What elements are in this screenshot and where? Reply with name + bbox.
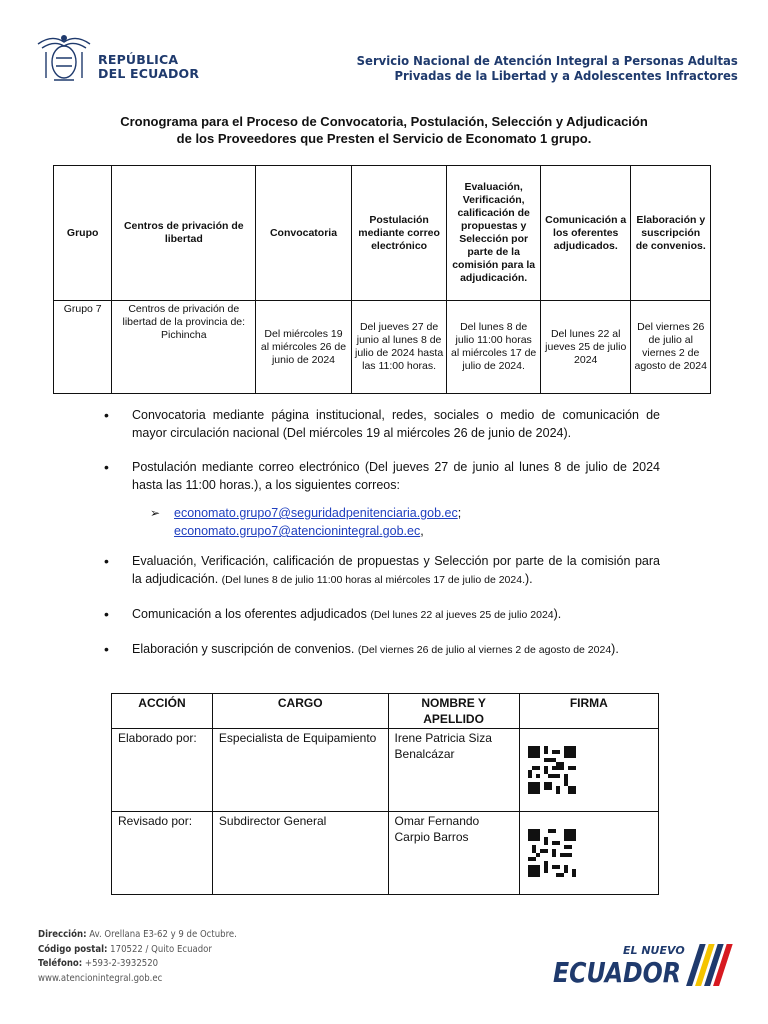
table-cell: Revisado por: xyxy=(112,812,213,895)
table-cell: Omar Fernando Carpio Barros xyxy=(388,812,519,895)
list-item: • Evaluación, Verificación, calificación de propuestas y Selección por parte de la comisión para la adjudicación. (Del lunes 8 de julio 11:00 horas al miércoles 17 de julio de 2024.). xyxy=(104,553,660,586)
table-cell: Grupo 7 xyxy=(54,301,112,394)
bullet-icon: • xyxy=(104,641,109,657)
header-cell: Postulación mediante correo electrónico xyxy=(351,166,447,301)
el-nuevo-ecuador-logo xyxy=(551,940,741,990)
table-row xyxy=(112,812,659,895)
header-cell: Comunicación a los oferentes adjudicados. xyxy=(540,166,631,301)
country-name: REPÚBLICA DEL ECUADOR xyxy=(98,52,200,81)
table-cell: Del lunes 8 de julio 11:00 horas al miércoles 17 de julio de 2024. xyxy=(447,301,541,394)
signature-header-row xyxy=(112,694,659,729)
website-link[interactable]: www.atencionintegral.gob.ec xyxy=(38,972,163,984)
bullet-icon: • xyxy=(104,459,109,475)
header-cell: CARGO xyxy=(212,694,388,729)
header-cell: Centros de privación de libertad xyxy=(112,166,256,301)
slogan-small: EL NUEVO xyxy=(623,944,685,957)
document-title: Cronograma para el Proceso de Convocatoria, Postulación, Selección y Adjudicación de los Proveedores que Presten el Servicio de Economato 1 grupo. xyxy=(120,114,648,146)
list-item: • Convocatoria mediante página institucional, redes, sociales o medio de comunicación de mayor circulación nacional (Del miércoles 19 al miércoles 26 de junio de 2024). xyxy=(104,407,660,440)
schedule-table xyxy=(53,165,711,394)
arrow-bullet-icon: ➢ xyxy=(150,506,161,520)
list-item: • Comunicación a los oferentes adjudicados (Del lunes 22 al jueves 25 de julio 2024). xyxy=(104,606,562,622)
header-cell: Convocatoria xyxy=(256,166,352,301)
header-cell: Elaboración y suscripción de convenios. xyxy=(631,166,711,301)
signature-cell xyxy=(519,812,658,895)
table-cell: Centros de privación de libertad de la provincia de: Pichincha xyxy=(112,301,256,394)
footer-contact: Dirección: Av. Orellana E3-62 y 9 de Octubre. Código postal: 170522 / Quito Ecuador Teléfono: +593-2-3932520 www.atencionintegral.gob.ec xyxy=(38,928,237,986)
list-item: • Postulación mediante correo electrónico (Del jueves 27 de junio al lunes 8 de julio de 2024 hasta las 11:00 horas.), a los siguientes correos: xyxy=(104,459,660,492)
signature-table xyxy=(111,693,659,895)
table-cell: Especialista de Equipamiento xyxy=(212,729,388,812)
bullet-icon: • xyxy=(104,407,109,423)
email-list: ➢ economato.grupo7@seguridadpenitenciaria.gob.ec; economato.grupo7@atencionintegral.gob.ec, xyxy=(150,506,462,538)
header-cell: Grupo xyxy=(54,166,112,301)
header-cell: ACCIÓN xyxy=(112,694,213,729)
header-cell: FIRMA xyxy=(519,694,658,729)
bullet-icon: • xyxy=(104,553,109,569)
table-row xyxy=(112,729,659,812)
table-cell: Subdirector General xyxy=(212,812,388,895)
qr-code-icon[interactable] xyxy=(528,829,576,877)
slogan-big: ECUADOR xyxy=(553,956,681,989)
header-cell: Evaluación, Verificación, calificación de propuestas y Selección por parte de la comisión para la adjudicación. xyxy=(447,166,541,301)
bullet-icon: • xyxy=(104,606,109,622)
bullet-list xyxy=(104,406,660,675)
table-cell: Irene Patricia Siza Benalcázar xyxy=(388,729,519,812)
institution-name: Servicio Nacional de Atención Integral a Personas Adultas Privadas de la Libertad y a Adolescentes Infractores xyxy=(356,53,738,83)
email-link-seguridad[interactable]: economato.grupo7@seguridadpenitenciaria.gob.ec xyxy=(174,506,458,520)
header-cell: NOMBRE Y APELLIDO xyxy=(388,694,519,729)
email-link-atencion[interactable]: economato.grupo7@atencionintegral.gob.ec xyxy=(174,524,421,538)
table-row xyxy=(54,301,711,394)
table-cell: Del lunes 22 al jueves 25 de julio 2024 xyxy=(540,301,631,394)
qr-code-icon[interactable] xyxy=(528,746,576,794)
table-cell: Del jueves 27 de junio al lunes 8 de julio de 2024 hasta las 11:00 horas. xyxy=(351,301,447,394)
schedule-header-row xyxy=(54,166,711,301)
table-cell: Del miércoles 19 al miércoles 26 de junio de 2024 xyxy=(256,301,352,394)
table-cell: Del viernes 26 de julio al viernes 2 de agosto de 2024 xyxy=(631,301,711,394)
signature-cell xyxy=(519,729,658,812)
table-cell: Elaborado por: xyxy=(112,729,213,812)
list-item: • Elaboración y suscripción de convenios. (Del viernes 26 de julio al viernes 2 de agosto de 2024). xyxy=(104,641,619,657)
